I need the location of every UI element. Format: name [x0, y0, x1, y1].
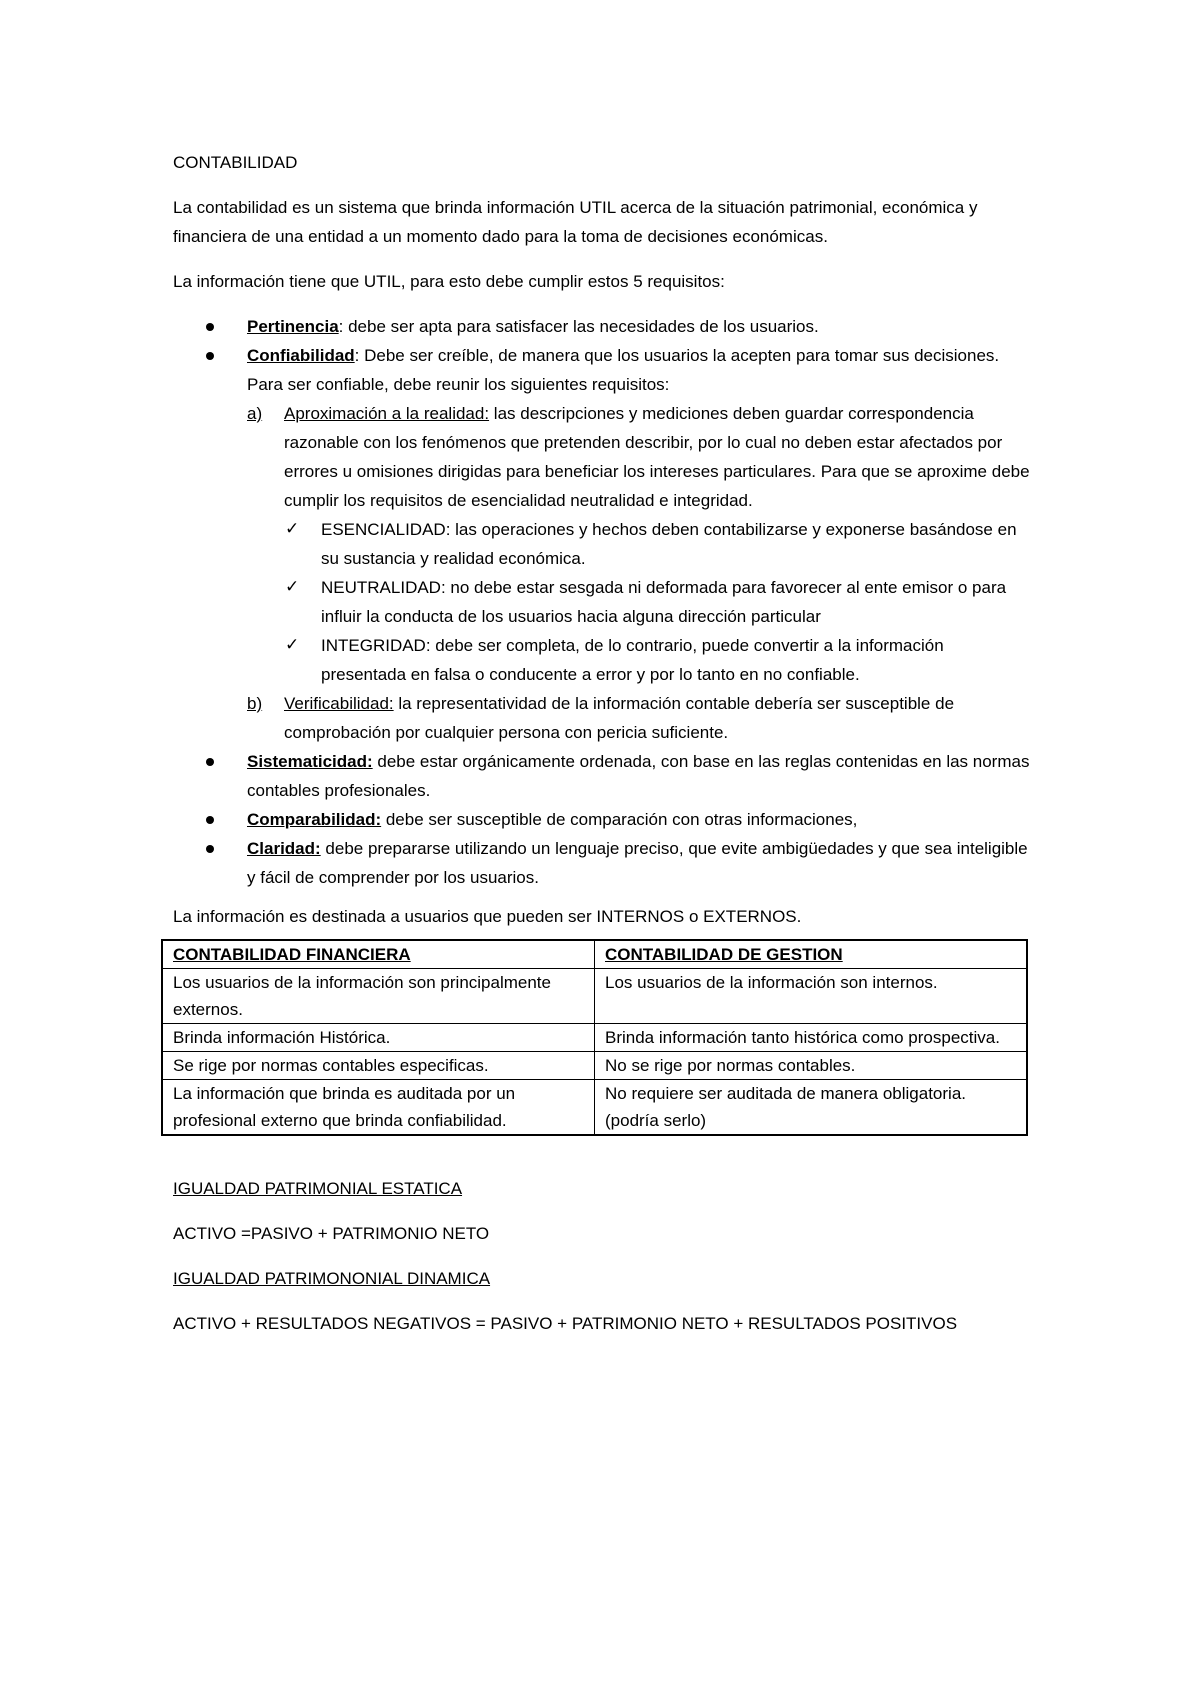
list-item-confiabilidad: [173, 341, 1033, 747]
check-item-esencialidad: [284, 515, 1033, 573]
text-sistematicidad: debe estar orgánicamente ordenada, con base en las reglas contenidas en las normas contables profesionales.: [247, 752, 1030, 800]
table-cell: Los usuarios de la información son internos.: [595, 969, 1028, 1024]
table-cell: Los usuarios de la información son principalmente externos.: [162, 969, 595, 1024]
subitem-marker: b): [247, 694, 263, 713]
document-body: [173, 148, 1033, 1354]
table-row: [162, 969, 1027, 1024]
term-pertinencia: Pertinencia: [247, 317, 339, 336]
check-text: INTEGRIDAD: debe ser completa, de lo contrario, puede convertir a la información presentada en falsa o conducente a error y por lo tanto en no confiable.: [321, 636, 944, 684]
term-claridad: Claridad:: [247, 839, 321, 858]
table-cell: Brinda información tanto histórica como prospectiva.: [595, 1024, 1028, 1052]
table-row: [162, 1080, 1027, 1136]
list-item-sistematicidad: [173, 747, 1033, 805]
intro-paragraph: La contabilidad es un sistema que brinda información UTIL acerca de la situación patrimonial, económica y financiera de una entidad a un momento dado para la toma de decisiones económicas.: [173, 198, 978, 246]
subitem-verificabilidad: [247, 689, 1033, 747]
table-row: [162, 1052, 1027, 1080]
table-row: [162, 1024, 1027, 1052]
page-title: CONTABILIDAD: [173, 153, 298, 172]
requirements-list: [173, 312, 1033, 892]
dynamic-equation-formula: ACTIVO + RESULTADOS NEGATIVOS = PASIVO + PATRIMONIO NETO + RESULTADOS POSITIVOS: [173, 1314, 958, 1333]
static-equation-title: IGUALDAD PATRIMONIAL ESTATICA: [173, 1179, 463, 1198]
text-verificabilidad: la representatividad de la información contable debería ser susceptible de comprobación por cualquier persona con pericia suficiente.: [284, 694, 955, 742]
static-equation-formula: ACTIVO =PASIVO + PATRIMONIO NETO: [173, 1224, 490, 1243]
list-item-pertinencia: [173, 312, 1033, 341]
term-verificabilidad: Verificabilidad:: [284, 694, 394, 713]
subitem-aproximacion: [247, 399, 1033, 689]
users-sentence: La información es destinada a usuarios que pueden ser INTERNOS o EXTERNOS.: [173, 907, 802, 926]
table-header-row: [162, 940, 1027, 969]
text-aproximacion: las descripciones y mediciones deben guardar correspondencia razonable con los fenómenos que pretenden describir, por lo cual no deben estar afectados por errores u omisiones dirigidas para beneficiar los intereses particulares. Para que se aproxime debe cumplir los requisitos de esencialidad neutralidad e integridad.: [284, 404, 1030, 510]
table-cell: Se rige por normas contables especificas.: [162, 1052, 595, 1080]
equations-section: [173, 1174, 1033, 1338]
dynamic-equation-title: IGUALDAD PATRIMONONIAL DINAMICA: [173, 1269, 491, 1288]
table-cell: No se rige por normas contables.: [595, 1052, 1028, 1080]
bullet-icon: [206, 323, 214, 331]
bullet-icon: [206, 845, 214, 853]
checkmark-icon: ✓: [285, 577, 300, 597]
bullet-icon: [206, 758, 214, 766]
table-header-cell: CONTABILIDAD DE GESTION: [595, 940, 1028, 969]
list-item-claridad: [173, 834, 1033, 892]
list-item-comparabilidad: [173, 805, 1033, 834]
term-comparabilidad: Comparabilidad:: [247, 810, 382, 829]
term-confiabilidad: Confiabilidad: [247, 346, 355, 365]
table-cell: Brinda información Histórica.: [162, 1024, 595, 1052]
text-comparabilidad: debe ser susceptible de comparación con otras informaciones,: [381, 810, 858, 829]
subitem-marker: a): [247, 404, 263, 423]
term-aproximacion: Aproximación a la realidad:: [284, 404, 490, 423]
table-cell: No requiere ser auditada de manera obligatoria. (podría serlo): [595, 1080, 1028, 1136]
bullet-icon: [206, 352, 214, 360]
text-claridad: debe prepararse utilizando un lenguaje preciso, que evite ambigüedades y que sea inteligible y fácil de comprender por los usuarios.: [247, 839, 1028, 887]
checkmark-icon: ✓: [285, 635, 300, 655]
text-confiabilidad: : Debe ser creíble, de manera que los usuarios la acepten para tomar sus decisiones. Para ser confiable, debe reunir los siguientes requisitos:: [247, 346, 1000, 394]
requirements-intro: La información tiene que UTIL, para esto debe cumplir estos 5 requisitos:: [173, 272, 725, 291]
table-header-cell: CONTABILIDAD FINANCIERA: [162, 940, 595, 969]
checkmark-icon: ✓: [285, 519, 300, 539]
check-text: NEUTRALIDAD: no debe estar sesgada ni deformada para favorecer al ente emisor o para influir la conducta de los usuarios hacia alguna dirección particular: [321, 578, 1007, 626]
checklist: [284, 515, 1033, 689]
check-item-neutralidad: [284, 573, 1033, 631]
comparison-table: [161, 939, 1028, 1136]
bullet-icon: [206, 816, 214, 824]
table-cell: La información que brinda es auditada por un profesional externo que brinda confiabilidad.: [162, 1080, 595, 1136]
term-sistematicidad: Sistematicidad:: [247, 752, 373, 771]
text-pertinencia: : debe ser apta para satisfacer las necesidades de los usuarios.: [338, 317, 819, 336]
check-text: ESENCIALIDAD: las operaciones y hechos deben contabilizarse y exponerse basándose en su sustancia y realidad económica.: [321, 520, 1017, 568]
check-item-integridad: [284, 631, 1033, 689]
